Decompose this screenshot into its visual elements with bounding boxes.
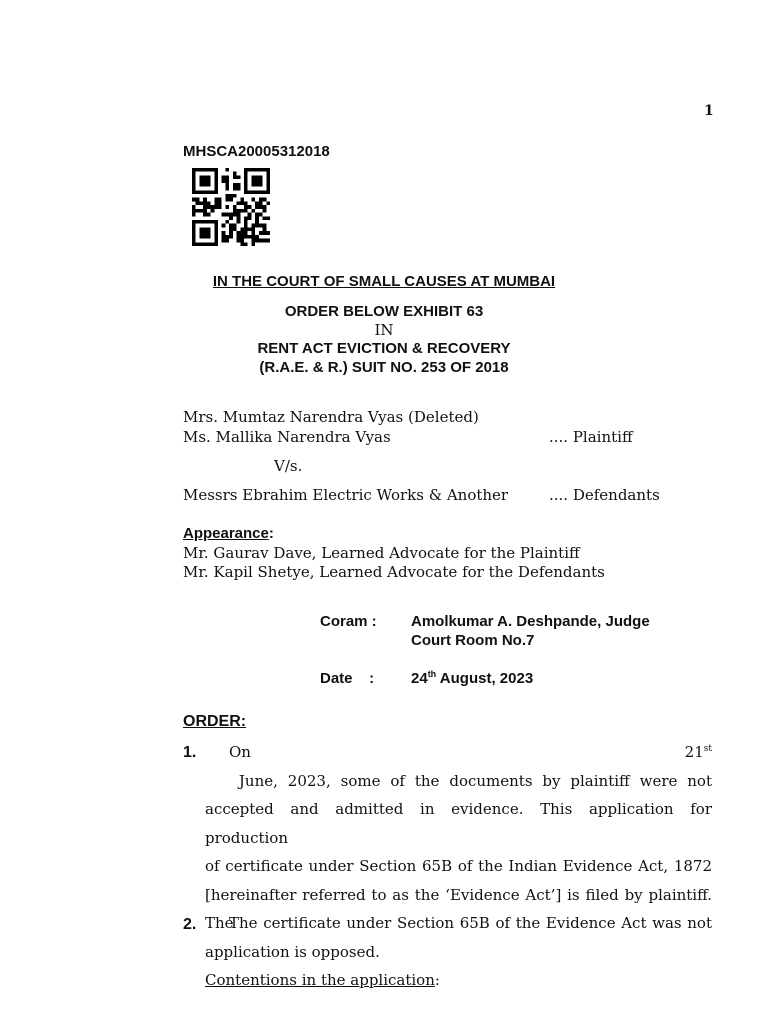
paragraph-2 — [205, 909, 712, 938]
para-1-line-1-sup: st — [703, 744, 712, 754]
page-number: 1 — [704, 103, 714, 119]
appearance-label: Appearance — [183, 525, 269, 542]
in-label: IN — [374, 321, 394, 339]
appearance-line-1: Mr. Gaurav Dave, Learned Advocate for the Plaintiff — [183, 544, 580, 562]
order-date — [411, 670, 533, 687]
qr-code-icon — [189, 168, 273, 246]
case-code: MHSCA20005312018 — [183, 143, 330, 160]
contentions-colon: : — [434, 971, 440, 989]
plaintiff-2: Ms. Mallika Narendra Vyas — [183, 428, 391, 446]
order-title: ORDER BELOW EXHIBIT 63 — [284, 303, 484, 320]
date-suffix: th — [427, 669, 437, 679]
coram-room: Court Room No.7 — [411, 632, 535, 649]
para-1-line-1 — [205, 738, 712, 795]
defendants: Messrs Ebrahim Electric Works & Another — [183, 486, 509, 504]
coram-judge: Amolkumar A. Deshpande, Judge — [411, 613, 650, 630]
coram-label: Coram : — [320, 613, 377, 630]
date-day: 24 — [411, 670, 428, 687]
para-2-number: 2. — [183, 916, 197, 933]
para-1-line-5: application is opposed. — [205, 942, 380, 961]
para-1-line-4: [hereinafter referred to as the ‘Evidence Act’] is filed by plaintiff. The — [205, 885, 712, 932]
order-heading: ORDER: — [183, 713, 247, 730]
defendants-role: .... Defendants — [549, 486, 660, 504]
plaintiff-role: .... Plaintiff — [549, 428, 633, 446]
suit-type: RENT ACT EVICTION & RECOVERY — [257, 340, 511, 357]
para-1-line-2: accepted and admitted in evidence. This application for production — [205, 800, 712, 847]
versus: V/s. — [274, 457, 303, 475]
date-label: Date : — [320, 670, 375, 687]
paragraph-1 — [205, 738, 712, 995]
contentions-heading — [205, 966, 712, 995]
plaintiff-1: Mrs. Mumtaz Narendra Vyas (Deleted) — [183, 408, 479, 426]
para-1-line-1-start: On 21 — [229, 743, 704, 761]
para-1-line-1-end: June, 2023, some of the documents by plaintiff were not — [229, 771, 712, 790]
appearance-heading — [183, 525, 274, 542]
appearance-line-2: Mr. Kapil Shetye, Learned Advocate for the Defendants — [183, 563, 605, 581]
suit-number: (R.A.E. & R.) SUIT NO. 253 OF 2018 — [259, 359, 509, 376]
date-rest: August, 2023 — [436, 670, 534, 687]
court-heading: IN THE COURT OF SMALL CAUSES AT MUMBAI — [212, 273, 556, 290]
contentions-label: Contentions in the application — [205, 971, 435, 989]
appearance-colon: : — [268, 525, 274, 542]
para-1-line-3: of certificate under Section 65B of the Indian Evidence Act, 1872 — [205, 857, 712, 875]
para-1-number: 1. — [183, 744, 197, 761]
para-2-line-1: The certificate under Section 65B of the Evidence Act was not — [229, 914, 712, 932]
